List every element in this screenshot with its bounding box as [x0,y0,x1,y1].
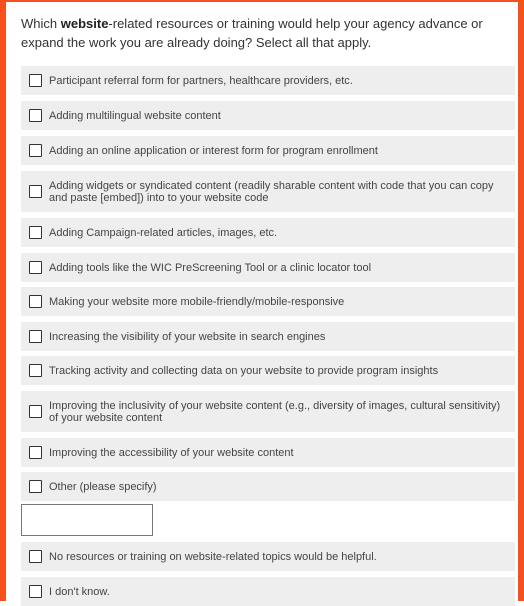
option-label: Tracking activity and collecting data on your website to provide program insights [49,364,439,377]
option-multilingual-content[interactable] [21,101,515,130]
option-label: Improving the accessibility of your website content [49,446,294,459]
option-label: Increasing the visibility of your website in search engines [49,330,326,343]
option-label: Other (please specify) [49,480,157,493]
option-participant-referral-form[interactable] [21,66,515,95]
option-search-visibility[interactable] [21,322,515,351]
checkbox[interactable] [29,144,42,157]
checkbox[interactable] [29,364,42,377]
option-tracking-activity[interactable] [21,356,515,385]
checkbox[interactable] [29,295,42,308]
option-no-resources[interactable] [21,542,515,571]
question-bold-word: website [60,16,109,31]
question-text [21,14,521,52]
option-label: Adding tools like the WIC PreScreening Tool or a clinic locator tool [49,261,372,274]
option-dont-know[interactable] [21,577,515,606]
checkbox[interactable] [29,74,42,87]
question-suffix: -related resources or training would help your agency advance or expand the work you are already doing? Select all that apply. [21,16,483,50]
other-specify-input[interactable] [21,504,153,536]
checkbox[interactable] [29,226,42,239]
option-label: Adding an online application or interest form for program enrollment [49,144,378,157]
option-widgets-syndicated-content[interactable] [21,171,515,212]
option-label: No resources or training on website-related topics would be helpful. [49,550,377,563]
option-label: Adding multilingual website content [49,109,221,122]
option-label: Participant referral form for partners, healthcare providers, etc. [49,74,353,87]
checkbox[interactable] [29,550,42,563]
option-label: Improving the inclusivity of your website content (e.g., diversity of images, cultural sensitivity) of your website content [49,399,501,424]
option-accessibility[interactable] [21,438,515,467]
checkbox[interactable] [29,261,42,274]
option-campaign-articles[interactable] [21,218,515,247]
option-label: Making your website more mobile-friendly/mobile-responsive [49,295,345,308]
checkbox[interactable] [29,109,42,122]
option-other[interactable] [21,472,515,501]
question-prefix: Which [21,16,61,31]
option-label: Adding Campaign-related articles, images, etc. [49,226,278,239]
option-online-application-form[interactable] [21,136,515,165]
checkbox[interactable] [29,585,42,598]
option-label: I don't know. [49,585,110,598]
checkbox[interactable] [29,185,42,198]
checkbox[interactable] [29,446,42,459]
checkbox[interactable] [29,405,42,418]
option-prescreening-tool[interactable] [21,253,515,282]
checkbox[interactable] [29,330,42,343]
option-label: Adding widgets or syndicated content (readily sharable content with code that you can copy and paste [embed]) into to your website code [49,179,494,204]
checkbox[interactable] [29,480,42,493]
option-mobile-friendly[interactable] [21,287,515,316]
option-inclusivity[interactable] [21,391,515,432]
